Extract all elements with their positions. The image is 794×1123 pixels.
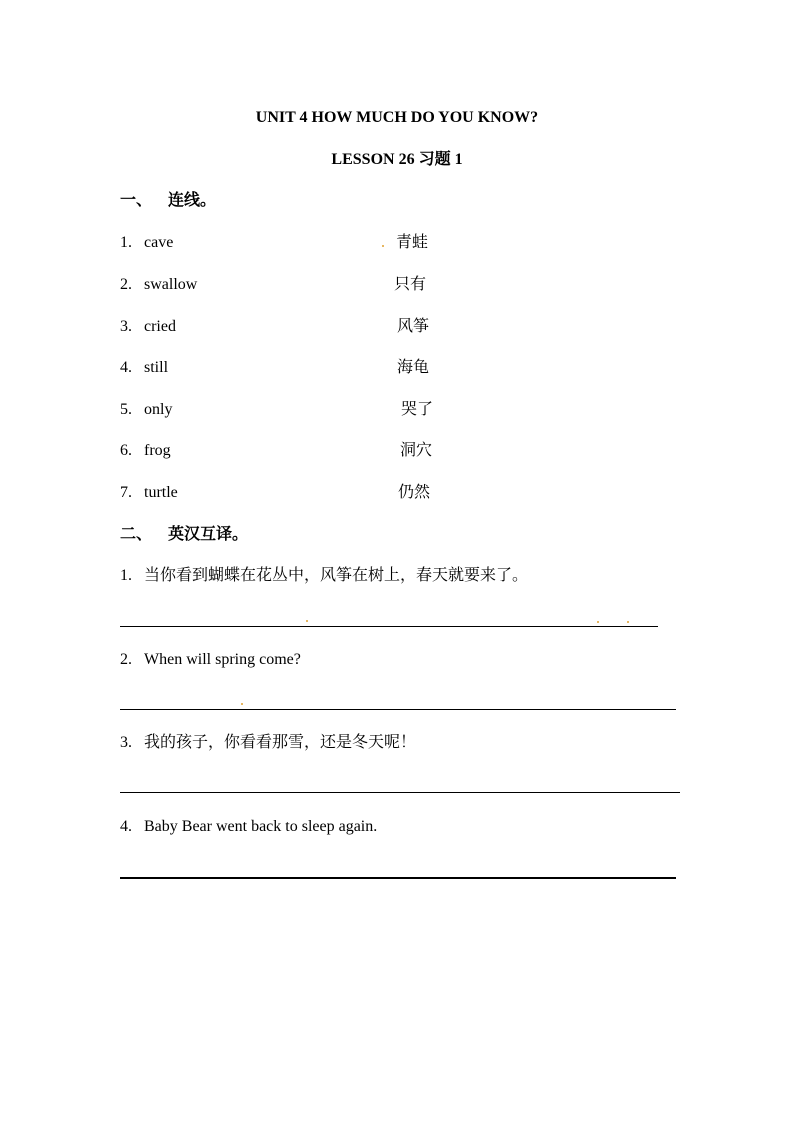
match-right-item: 风筝 — [397, 318, 430, 335]
match-left-item: 2. swallow — [120, 276, 198, 293]
match-left-item: 5. only — [120, 401, 173, 418]
translation-item: 2. When will spring come? — [120, 651, 301, 668]
section1-title: 连线。 — [168, 192, 217, 209]
match-right-item: 海龟 — [397, 359, 430, 376]
match-left-item: 1. cave — [120, 234, 174, 251]
section1-heading — [120, 191, 216, 211]
section2-title: 英汉互译。 — [168, 526, 249, 543]
scan-speck — [597, 621, 599, 623]
match-right-item: 仍然 — [398, 484, 431, 501]
translation-item: 1. 当你看到蝴蝶在花丛中，风筝在树上，春天就要来了。 — [120, 567, 529, 584]
section1-number: 一、 — [120, 192, 153, 209]
translation-item: 4. Baby Bear went back to sleep again. — [120, 818, 378, 835]
match-left-item: 3. cried — [120, 318, 176, 335]
scan-speck — [241, 703, 243, 705]
lesson-subtitle: LESSON 26 习题 1 — [331, 151, 463, 168]
match-right-item: 哭了 — [401, 401, 434, 418]
match-left-item: 7. turtle — [120, 484, 178, 501]
translation-item: 3. 我的孩子，你看看那雪，还是冬天呢！ — [120, 734, 417, 751]
match-right-item: 只有 — [394, 276, 427, 293]
scan-speck — [627, 621, 629, 623]
match-right-item: 青蛙 — [396, 234, 429, 251]
scan-speck — [382, 245, 384, 247]
match-left-item: 6. frog — [120, 442, 171, 459]
section2-heading — [120, 525, 248, 545]
answer-line[interactable] — [120, 792, 680, 793]
answer-line[interactable] — [120, 709, 676, 710]
match-left-item: 4. still — [120, 359, 169, 376]
worksheet-title: UNIT 4 HOW MUCH DO YOU KNOW? — [255, 109, 539, 126]
section2-number: 二、 — [120, 526, 153, 543]
match-right-item: 洞穴 — [400, 442, 433, 459]
answer-line[interactable] — [120, 877, 676, 879]
scan-speck — [306, 620, 308, 622]
answer-line[interactable] — [120, 626, 658, 627]
